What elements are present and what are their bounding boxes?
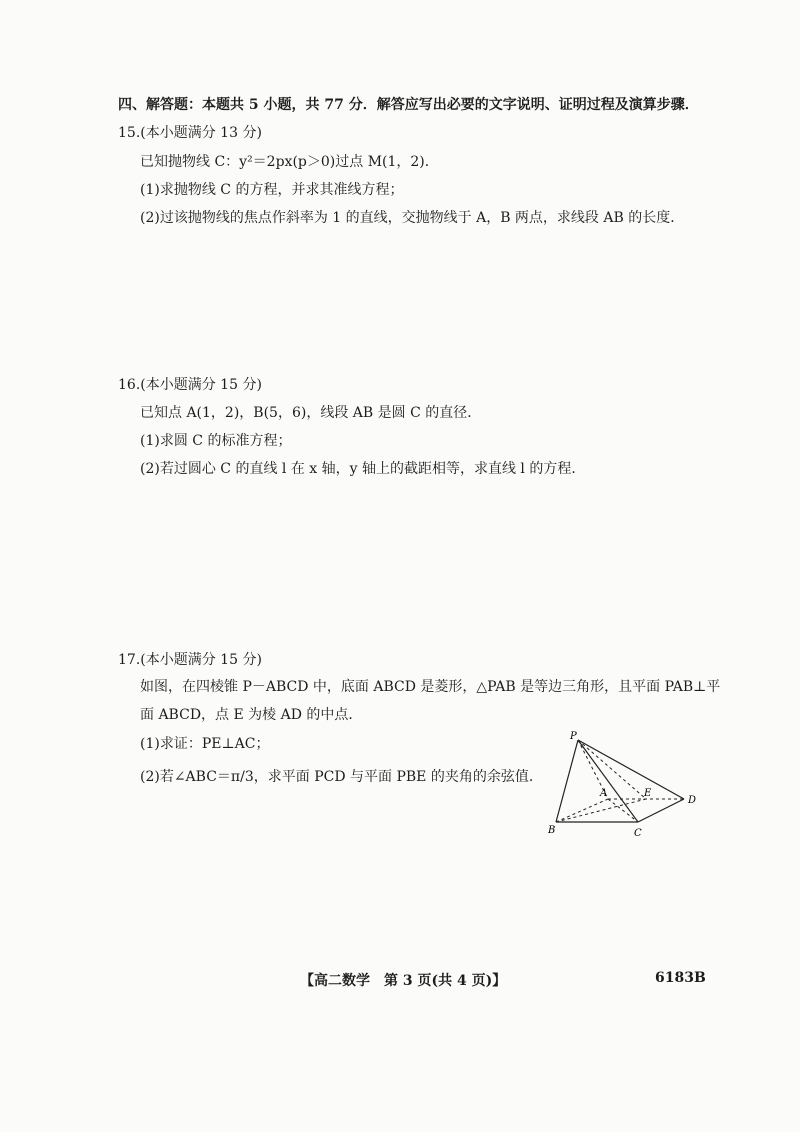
label-c: C: [634, 828, 642, 839]
label-p: P: [570, 731, 577, 742]
problem-15-number: 15.(本小题满分 13 分): [118, 125, 262, 141]
problem-15-line-2: (1)求抛物线 C 的方程，并求其准线方程；: [140, 182, 404, 198]
problem-17-line-1: 如图，在四棱锥 P－ABCD 中，底面 ABCD 是菱形，△PAB 是等边三角形，且平面 PAB⊥平: [140, 679, 721, 695]
problem-17-number: 17.(本小题满分 15 分): [118, 652, 262, 668]
problem-15-line-1: 已知抛物线 C：y²＝2px(p＞0)过点 M(1，2)．: [140, 154, 439, 170]
problem-16-line-1: 已知点 A(1，2)，B(5，6)，线段 AB 是圆 C 的直径．: [140, 405, 482, 421]
problem-17-line-4: (2)若∠ABC＝π/3，求平面 PCD 与平面 PBE 的夹角的余弦值．: [140, 769, 543, 785]
exam-code: 6183B: [655, 970, 706, 986]
label-a: A: [600, 788, 608, 799]
problem-17-line-2: 面 ABCD，点 E 为棱 AD 的中点．: [140, 707, 363, 723]
problem-16-number: 16.(本小题满分 15 分): [118, 377, 262, 393]
pyramid-figure: [540, 725, 710, 845]
label-e: E: [644, 788, 652, 799]
problem-17-line-3: (1)求证：PE⊥AC；: [140, 736, 270, 752]
problem-16-line-3: (2)若过圆心 C 的直线 l 在 x 轴，y 轴上的截距相等，求直线 l 的方程．: [140, 461, 586, 477]
label-b: B: [548, 825, 556, 836]
section-header: 四、解答题：本题共 5 小题，共 77 分．解答应写出必要的文字说明、证明过程及演算步骤．: [118, 97, 699, 113]
problem-16-line-2: (1)求圆 C 的标准方程；: [140, 433, 292, 449]
page-footer: 【高二数学 第 3 页(共 4 页)】: [300, 973, 507, 989]
label-d: D: [688, 795, 697, 806]
problem-15-line-3: (2)过该抛物线的焦点作斜率为 1 的直线，交抛物线于 A，B 两点，求线段 AB 的长度．: [140, 210, 685, 226]
